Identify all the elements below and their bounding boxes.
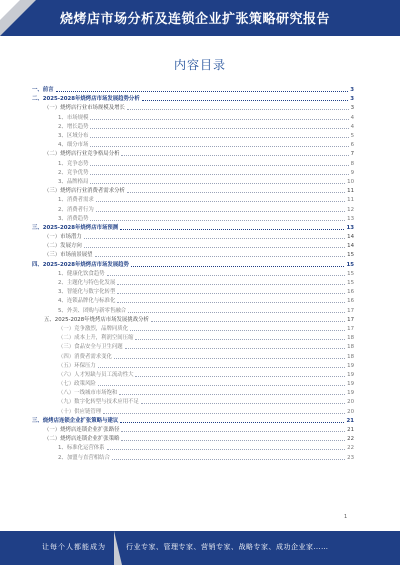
toc-entry[interactable] [32,205,354,214]
toc-entry-page: 9 [350,169,354,176]
toc-leader-dots [103,413,345,414]
toc-leader-dots [95,256,346,257]
toc-leader-dots [117,284,345,285]
toc-entry[interactable] [32,435,354,444]
page-number: 1 [344,514,348,520]
document-title: 烧烤店市场分析及连锁企业扩张策略研究报告 [60,12,331,27]
toc-entry-label: （三）市场前景展望 [44,252,93,259]
toc-leader-dots [107,275,346,276]
footer-slogan: 让每个人都能成为 [42,543,106,551]
toc-entry-label: 1、市场规模 [58,114,89,121]
toc-entry-page: 11 [347,197,354,204]
toc-leader-dots [130,330,345,331]
toc-entry-page: 4 [350,123,354,130]
toc-entry-label: 四、2025-2028年烧烤店市场发展趋势 [32,261,129,268]
page-footer [0,531,400,565]
footer-divider-shape [114,531,122,565]
toc-entry[interactable] [32,343,354,352]
toc-entry-page: 13 [346,224,354,231]
toc-entry-page: 14 [347,234,354,241]
toc-entry-page: 6 [350,142,354,149]
toc-entry-label: 三、烧烤店连锁企业扩张策略与建议 [32,417,119,424]
toc-entry-page: 15 [347,280,354,287]
toc-entry-page: 20 [347,408,354,415]
toc-entry-label: 1、健康化饮食趋势 [58,270,105,277]
toc-entry-page: 18 [347,335,354,342]
toc-entry[interactable] [32,426,354,435]
toc-entry-page: 19 [347,362,354,369]
toc-entry[interactable] [32,334,354,343]
toc-leader-dots [128,312,345,313]
toc-entry[interactable] [32,114,354,123]
toc-leader-dots [96,211,345,212]
toc-leader-dots [120,229,344,230]
toc-entry-page: 22 [347,445,354,452]
toc-entry-page: 16 [347,289,354,296]
toc-entry-page: 17 [347,316,354,323]
toc-entry[interactable] [32,371,354,380]
toc-entry[interactable] [32,316,354,325]
footer-tagline: 行业专家、管理专家、营销专家、战略专家、成功企业家…… [126,543,329,551]
toc-leader-dots [125,348,345,349]
toc-entry[interactable] [32,251,354,260]
toc-entry-page: 21 [347,427,354,434]
toc-leader-dots [127,109,349,110]
toc-entry[interactable] [32,288,354,297]
toc-entry-page: 3 [350,87,354,94]
toc-leader-dots [90,128,348,129]
toc-entry-label: （二）烧烤店行业竞争格局分析 [44,151,120,158]
toc-leader-dots [90,119,348,120]
toc-entry-label: （十）供应链管理 [58,408,102,415]
toc-entry-page: 5 [350,133,354,140]
toc-entry-label: （二）发展方向 [44,243,82,250]
table-of-contents [32,86,354,463]
toc-entry-page: 7 [350,151,354,158]
toc-entry[interactable] [32,417,354,426]
toc-entry-page: 17 [347,325,354,332]
toc-leader-dots [90,220,345,221]
toc-leader-dots [90,137,348,138]
toc-entry-page: 19 [347,371,354,378]
toc-entry-page: 20 [347,399,354,406]
toc-entry-page: 15 [346,261,354,268]
toc-entry-label: （七）政策风险 [58,381,96,388]
toc-entry-label: （三）烧烤店行业消费者需求分析 [44,188,125,195]
toc-entry-page: 3 [350,105,354,112]
toc-entry[interactable] [32,123,354,132]
toc-leader-dots [121,440,345,441]
toc-leader-dots [142,100,349,101]
toc-entry[interactable] [32,86,354,95]
toc-entry[interactable] [32,160,354,169]
toc-leader-dots [90,174,348,175]
toc-entry[interactable] [32,215,354,224]
toc-entry-page: 16 [347,298,354,305]
toc-entry[interactable] [32,178,354,187]
toc-entry-label: （四）消费者需求变化 [58,353,112,360]
toc-entry-label: （六）人才短缺与员工流动性大 [58,371,134,378]
toc-entry[interactable] [32,270,354,279]
toc-entry[interactable] [32,261,354,270]
toc-entry[interactable] [32,389,354,398]
toc-entry-label: （九）数字化转型与技术应用不足 [58,399,139,406]
toc-entry[interactable] [32,325,354,334]
toc-entry-label: 1、竞争态势 [58,160,89,167]
toc-entry-label: 2、竞争优势 [58,169,89,176]
toc-entry-page: 3 [350,96,354,103]
toc-leader-dots [56,91,349,92]
toc-leader-dots [90,165,348,166]
toc-entry-page: 10 [347,178,354,185]
toc-leader-dots [121,431,345,432]
toc-leader-dots [84,247,345,248]
toc-entry-label: 2、增长趋势 [58,123,89,130]
toc-leader-dots [84,238,345,239]
toc-entry-label: （一）竞争激烈，品牌同质化 [58,325,129,332]
toc-entry-label: 五、2025-2028年烧烤店市场发展挑战分析 [44,316,149,323]
toc-leader-dots [112,459,345,460]
toc-entry[interactable] [32,141,354,150]
toc-leader-dots [141,403,345,404]
toc-entry-label: 2、消费者行为 [58,206,94,213]
toc-entry-page: 22 [347,436,354,443]
toc-entry-label: 1、消费者需求 [58,197,94,204]
toc-entry[interactable] [32,307,354,316]
toc-entry[interactable] [32,104,354,113]
toc-entry-page: 14 [347,243,354,250]
toc-leader-dots [127,192,345,193]
toc-entry-label: 三、2025-2028年烧烤店市场预测 [32,224,119,231]
toc-entry-label: 3、智能化与数字化转型 [58,289,116,296]
toc-leader-dots [135,376,345,377]
toc-entry-page: 21 [346,417,354,424]
toc-entry-page: 4 [350,114,354,121]
toc-leader-dots [98,385,345,386]
toc-entry-label: （二）成本上升，利润空间压缩 [58,335,134,342]
toc-leader-dots [151,321,345,322]
toc-entry-page: 17 [347,307,354,314]
toc-entry[interactable] [32,380,354,389]
toc-entry-page: 11 [347,188,354,195]
toc-entry-label: 1、标准化运营体系 [58,445,105,452]
toc-entry-label: （一）市场潜力 [44,234,82,241]
toc-leader-dots [98,367,345,368]
toc-leader-dots [90,183,345,184]
toc-entry[interactable] [32,444,354,453]
toc-entry-label: 2、主题化与特色化发展 [58,280,116,287]
toc-entry-page: 19 [347,381,354,388]
toc-entry-page: 23 [347,454,354,461]
toc-leader-dots [120,422,344,423]
toc-entry[interactable] [32,233,354,242]
toc-leader-dots [119,394,345,395]
toc-entry-page: 15 [347,252,354,259]
toc-entry-label: 二、2025-2028年烧烤店市场发展趋势分析 [32,96,140,103]
toc-entry[interactable] [32,196,354,205]
toc-entry-label: 3、消费趋势 [58,215,89,222]
toc-leader-dots [121,155,348,156]
toc-entry[interactable] [32,95,354,104]
toc-title: 内容目录 [173,58,226,72]
toc-entry-page: 8 [350,160,354,167]
toc-entry-label: 5、外卖、团购与新零售融合 [58,307,127,314]
toc-entry[interactable] [32,279,354,288]
header-corner-shape [0,0,20,20]
toc-entry[interactable] [32,454,354,463]
toc-entry-label: （一）烧烤店连锁企业扩张路径 [44,427,120,434]
toc-entry[interactable] [32,132,354,141]
toc-entry-page: 13 [347,215,354,222]
toc-entry-page: 12 [347,206,354,213]
toc-entry-label: （八）一线城市市场饱和 [58,390,118,397]
toc-entry-label: （三）食品安全与卫生问题 [58,344,123,351]
page-header [0,0,400,36]
toc-entry-label: 3、区域分布 [58,133,89,140]
toc-entry[interactable] [32,297,354,306]
toc-entry[interactable] [32,398,354,407]
toc-leader-dots [131,266,345,267]
toc-entry-label: 4、细分市场 [58,142,89,149]
toc-entry[interactable] [32,408,354,417]
toc-leader-dots [96,201,345,202]
toc-entry-label: 3、品牌格局 [58,178,89,185]
toc-entry-page: 15 [347,270,354,277]
toc-entry-label: （二）烧烤店连锁企业扩张策略 [44,436,120,443]
toc-leader-dots [117,302,345,303]
toc-entry[interactable] [32,187,354,196]
toc-entry-label: （一）烧烤店行业市场规模及增长 [44,105,125,112]
toc-entry-label: 一、前言 [32,87,54,94]
toc-leader-dots [107,449,346,450]
toc-entry[interactable] [32,352,354,361]
toc-entry-label: 2、加盟与直营相结合 [58,454,110,461]
toc-leader-dots [135,339,345,340]
toc-entry-page: 18 [347,344,354,351]
toc-entry[interactable] [32,169,354,178]
toc-entry-page: 19 [347,390,354,397]
toc-entry[interactable] [32,242,354,251]
toc-leader-dots [114,358,345,359]
toc-leader-dots [117,293,345,294]
toc-entry-page: 18 [347,353,354,360]
toc-entry[interactable] [32,362,354,371]
toc-entry-label: （五）环保压力 [58,362,96,369]
toc-entry[interactable] [32,150,354,159]
toc-leader-dots [90,146,348,147]
toc-entry[interactable] [32,224,354,233]
toc-entry-label: 4、连锁品牌化与标准化 [58,298,116,305]
